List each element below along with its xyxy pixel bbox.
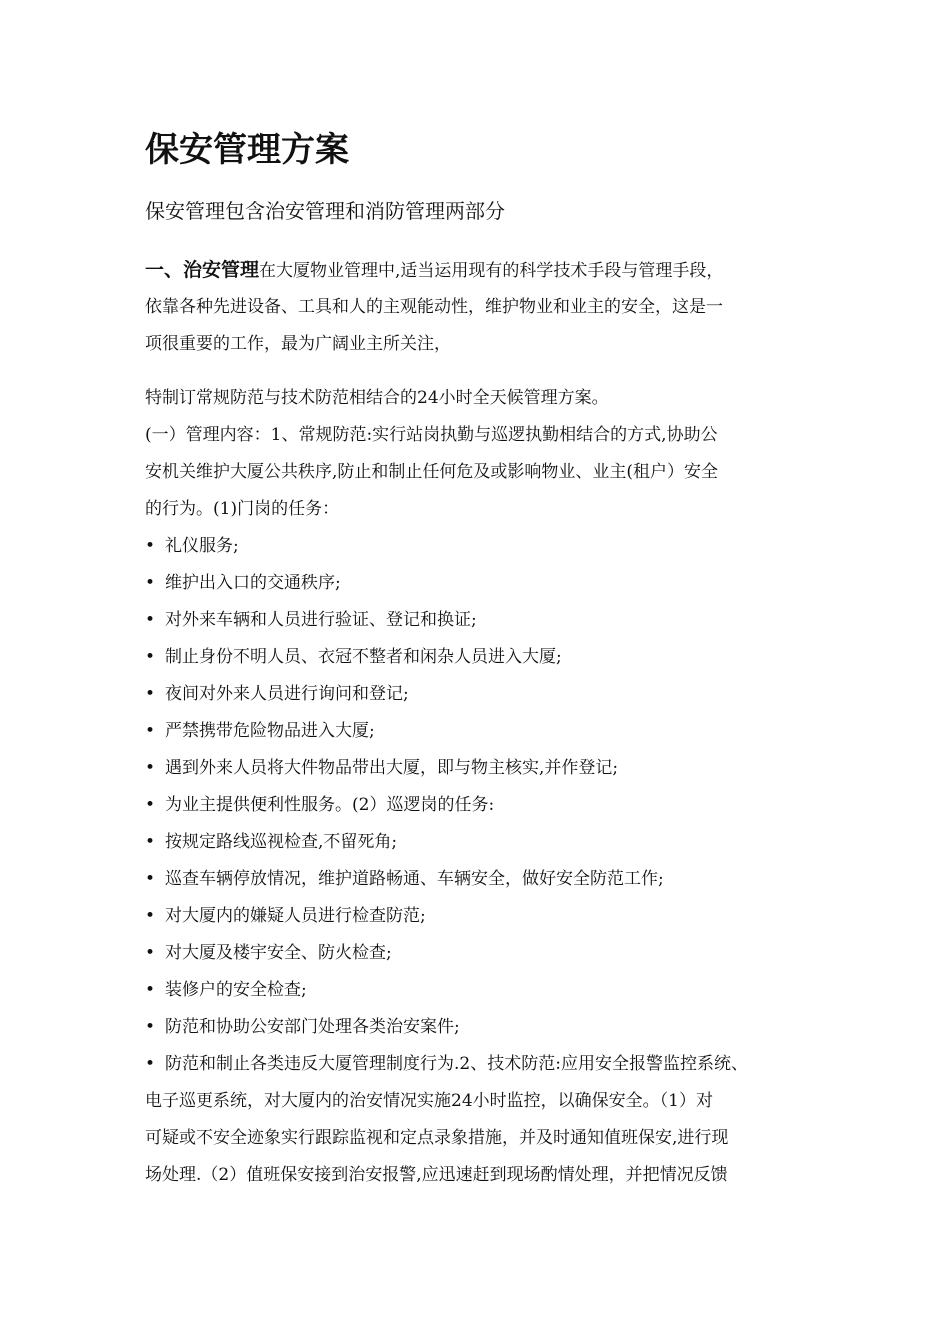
bullet-icon: •: [145, 869, 156, 889]
bullet-icon: •: [145, 1054, 156, 1074]
body-line: 电子巡更系统，对大厦内的治安情况实施24小时监控，以确保安全。（1）对: [145, 1091, 713, 1111]
list-item-text: 对大厦及楼宇安全、防火检查;: [165, 943, 392, 963]
bullet-icon: •: [145, 647, 156, 667]
body-line: 特制订常规防范与技术防范相结合的24小时全天候管理方案。: [145, 388, 609, 408]
document-subtitle: 保安管理包含治安管理和消防管理两部分: [145, 199, 505, 223]
list-item: [145, 1009, 825, 1046]
section-line: [145, 252, 825, 289]
list-item-text: 遇到外来人员将大件物品带出大厦，即与物主核实,并作登记;: [165, 758, 619, 778]
list-item-text: 装修户的安全检查;: [165, 980, 307, 1000]
list-item: [145, 750, 825, 787]
bullet-icon: •: [145, 536, 156, 556]
section-line: 依靠各种先进设备、工具和人的主观能动性，维护物业和业主的安全，这是一: [145, 297, 723, 317]
list-item: [145, 676, 825, 713]
list-item-text: 为业主提供便利性服务。(2）巡逻岗的任务:: [165, 795, 495, 815]
list-item-text: 对大厦内的嫌疑人员进行检查防范;: [165, 906, 426, 926]
body-line: (一）管理内容：1、常规防范:实行站岗执勤与巡逻执勤相结合的方式,协助公: [145, 425, 718, 445]
bullet-icon: •: [145, 980, 156, 1000]
list-item: [145, 824, 825, 861]
body-line: 场处理.（2）值班保安接到治安报警,应迅速赶到现场酌情处理，并把情况反馈: [145, 1165, 728, 1185]
management-content: [145, 380, 825, 1194]
bullet-icon: •: [145, 684, 156, 704]
bullet-icon: •: [145, 906, 156, 926]
list-item: [145, 935, 825, 972]
list-item: [145, 713, 825, 750]
list-item: [145, 972, 825, 1009]
list-item-text: 制止身份不明人员、衣冠不整者和闲杂人员进入大厦;: [165, 647, 562, 667]
body-line: 安机关维护大厦公共秩序,防止和制止任何危及或影响物业、业主(租户）安全: [145, 462, 719, 482]
list-item: [145, 602, 825, 639]
bullet-icon: •: [145, 573, 156, 593]
list-item-text: 夜间对外来人员进行询问和登记;: [165, 684, 409, 704]
list-item-text: 对外来车辆和人员进行验证、登记和换证;: [165, 610, 477, 630]
list-item: [145, 565, 825, 602]
list-item-text: 严禁携带危险物品进入大厦;: [165, 721, 375, 741]
section-text: 在大厦物业管理中,适当运用现有的科学技术手段与管理手段，: [259, 261, 724, 281]
list-item: [145, 787, 825, 824]
bullet-icon: •: [145, 1017, 156, 1037]
bullet-icon: •: [145, 832, 156, 852]
section-line: 项很重要的工作，最为广阔业主所关注，: [145, 334, 451, 354]
list-item: [145, 861, 825, 898]
bullet-icon: •: [145, 758, 156, 778]
list-item-text: 按规定路线巡视检查,不留死角;: [165, 832, 398, 852]
body-line: 的行为。(1)门岗的任务：: [145, 499, 340, 519]
bullet-icon: •: [145, 721, 156, 741]
section-public-security: [145, 252, 825, 363]
list-item-text: 防范和协助公安部门处理各类治安案件;: [165, 1017, 460, 1037]
list-item: [145, 898, 825, 935]
section-heading: 一、治安管理: [145, 259, 260, 281]
body-line: 可疑或不安全迹象实行跟踪监视和定点录象措施，并及时通知值班保安,进行现: [145, 1128, 729, 1148]
list-item-text: 维护出入口的交通秩序;: [165, 573, 341, 593]
bullet-icon: •: [145, 610, 156, 630]
list-item: [145, 639, 825, 676]
list-item-text: 防范和制止各类违反大厦管理制度行为.2、技术防范:应用安全报警监控系统、: [165, 1054, 748, 1074]
list-item-text: 礼仪服务;: [165, 536, 239, 556]
list-item: [145, 528, 825, 565]
bullet-icon: •: [145, 943, 156, 963]
list-item-text: 巡查车辆停放情况，维护道路畅通、车辆安全，做好安全防范工作;: [165, 869, 664, 889]
list-item: [145, 1046, 825, 1083]
bullet-icon: •: [145, 795, 156, 815]
document-title: 保安管理方案: [145, 130, 349, 170]
